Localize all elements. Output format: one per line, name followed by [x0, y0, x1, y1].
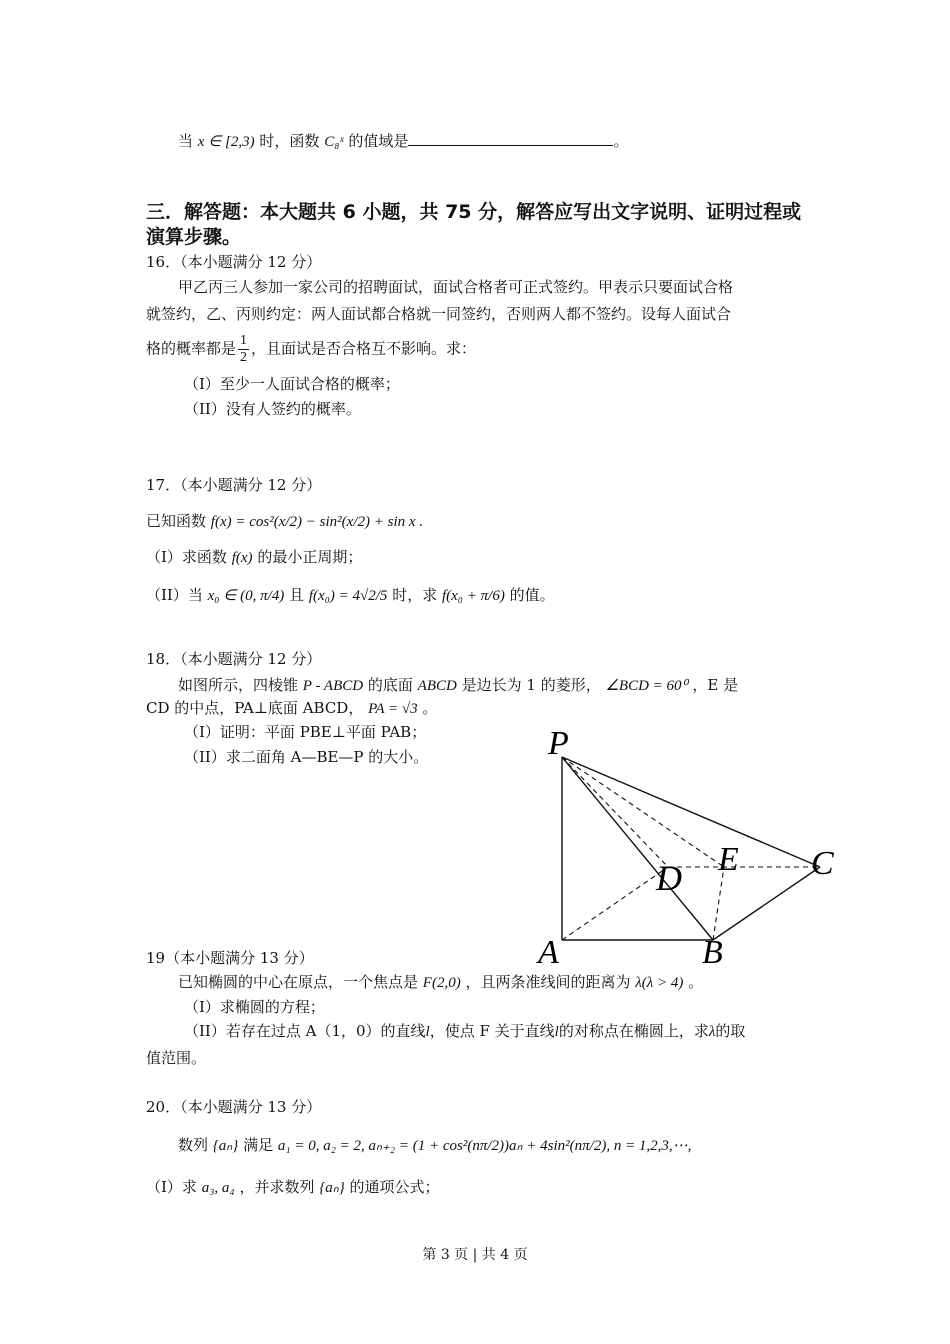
q17-p2-expr: f(x₀ + π/6): [441, 588, 505, 604]
q15-text-3: 的值域是: [348, 132, 409, 150]
q20-recurrence: a₁ = 0, a₂ = 2, aₙ₊₂ = (1 + cos²(nπ/2))aₙ + 4sin²(nπ/2), n = 1,2,3,⋯,: [277, 1138, 692, 1154]
page-footer: 第 3 页 | 共 4 页: [422, 1247, 528, 1263]
q18-text-3: 是边长为 1 的菱形，: [461, 676, 601, 694]
q17-part1: [146, 546, 362, 569]
q18-l2-expr: PA = √3: [368, 701, 418, 717]
q19-header: 19（本小题满分 13 分）: [146, 949, 314, 967]
q17-p2-cond1: x₀ ∈ (0, π/4): [207, 588, 285, 604]
q17-text: 已知函数: [146, 512, 207, 530]
q20-p1-seq: {aₙ}: [319, 1180, 345, 1196]
edge-PC: [562, 757, 820, 867]
q19-p2-lam: λ: [708, 1024, 716, 1040]
q19-p2-l: l: [425, 1024, 430, 1040]
q16-part2: （II）没有人签约的概率。: [184, 400, 361, 418]
q19-text-3: 。: [688, 973, 704, 991]
q16-line3: [146, 333, 476, 366]
edge-AD: [562, 867, 668, 940]
q20-line1: [178, 1134, 691, 1157]
label-B: B: [702, 934, 723, 970]
q15-text: 当: [178, 132, 194, 150]
q19-part1: （I）求椭圆的方程；: [184, 998, 325, 1016]
q20-p1-mid: ，并求数列: [239, 1178, 315, 1196]
q16-part1: （I）至少一人面试合格的概率；: [184, 375, 400, 393]
q17-part2: [146, 584, 555, 607]
q16-header: 16．（本小题满分 12 分）: [146, 253, 322, 271]
q18-pyramid: P - ABCD: [302, 678, 364, 694]
q16-text: 格的概率都是: [146, 339, 237, 358]
q19-p2-mid2: 的对称点在椭圆上，求: [558, 1022, 709, 1040]
q16-line2: 就签约，乙、丙则约定：两人面试都合格就一同签约，否则两人都不签约。设每人面试合: [146, 305, 732, 323]
q19-focus: F(2,0): [422, 975, 461, 991]
frac-den: 2: [240, 350, 248, 365]
q17-p1-text-2: 的最小正周期；: [257, 548, 363, 566]
q18-text-4: ，E 是: [692, 676, 739, 694]
q18-line1: [178, 674, 738, 697]
frac-num: 1: [240, 333, 248, 348]
q19-line1: [178, 971, 703, 994]
q19-lambda: λ(λ > 4): [635, 975, 684, 991]
section-title: 三．解答题：本大题共 6 小题，共 75 分，解答应写出文字说明、证明过程或演算步骤。: [146, 201, 802, 248]
q17-p2-post: 的值。: [509, 586, 555, 604]
label-C: C: [811, 845, 834, 882]
q15-func: C₈ˣ: [324, 134, 344, 150]
q18-part2: （II）求二面角 A—BE—P 的大小。: [184, 748, 429, 766]
q15-tail-line: [178, 130, 628, 153]
label-E: E: [718, 841, 739, 878]
label-D: D: [656, 858, 682, 898]
q15-end: 。: [613, 132, 629, 150]
edge-PB: [562, 757, 713, 940]
q20-text-2: 满足: [243, 1136, 274, 1154]
pyramid-figure: [530, 720, 850, 970]
edge-PE: [562, 757, 724, 867]
q15-text-2: 时，函数: [259, 132, 320, 150]
q17-header: 17．（本小题满分 12 分）: [146, 476, 322, 494]
q20-text: 数列: [178, 1136, 209, 1154]
q18-base: ABCD: [417, 678, 457, 694]
q19-p2-text: （II）若存在过点 A（1，0）的直线: [184, 1022, 426, 1040]
q16-line1: 甲乙丙三人参加一家公司的招聘面试，面试合格者可正式签约。甲表示只要面试合格: [178, 278, 734, 296]
q20-p1-text: （I）求: [146, 1178, 197, 1196]
q18-part1: （I）证明：平面 PBE⊥平面 PAB；: [184, 723, 427, 741]
q20-seq: {aₙ}: [212, 1138, 239, 1154]
q18-line2: [146, 697, 437, 720]
q18-l2-post: 。: [422, 699, 438, 717]
label-P: P: [548, 725, 569, 762]
q17-p1-text: （I）求函数: [146, 548, 227, 566]
q19-text: 已知椭圆的中心在原点，一个焦点是: [178, 973, 419, 991]
q17-p1-func: f(x): [231, 550, 253, 566]
q19-part2-cont: 值范围。: [146, 1049, 207, 1067]
q18-text: 如图所示，四棱锥: [178, 676, 299, 694]
q19-p2-l2: l: [554, 1024, 559, 1040]
q20-part1: [146, 1176, 440, 1199]
q17-p2-cond2: f(x₀) = 4√2/5: [308, 588, 388, 604]
q18-text-2: 的底面: [367, 676, 413, 694]
answer-blank[interactable]: [408, 131, 613, 146]
edge-PD: [562, 757, 668, 867]
q18-angle: ∠BCD = 60⁰: [605, 678, 688, 694]
q17-formula: f(x) = cos²(x/2) − sin²(x/2) + sin x .: [210, 514, 424, 530]
label-A: A: [538, 934, 559, 970]
q20-p1-terms: a₃, a₄: [201, 1180, 235, 1196]
q20-p1-post: 的通项公式；: [349, 1178, 440, 1196]
q15-cond: x ∈ [2,3): [197, 134, 255, 150]
fraction-one-half: [238, 333, 249, 366]
q17-p2-and: 且: [289, 586, 305, 604]
q17-intro: [146, 510, 423, 533]
q19-part2: [184, 1020, 745, 1043]
q17-p2-mid: 时，求: [392, 586, 438, 604]
q18-header: 18．（本小题满分 12 分）: [146, 650, 322, 668]
q18-l2-text: CD 的中点，PA⊥底面 ABCD，: [146, 699, 364, 717]
q19-text-2: ，且两条准线间的距离为: [465, 973, 631, 991]
q19-p2-mid: ，使点 F 关于直线: [429, 1022, 555, 1040]
q19-p2-post: 的取: [715, 1022, 746, 1040]
q20-header: 20．（本小题满分 13 分）: [146, 1098, 322, 1116]
q17-p2-text: （II）当: [146, 586, 203, 604]
q16-text-2: ，且面试是否合格互不影响。求：: [251, 339, 477, 358]
